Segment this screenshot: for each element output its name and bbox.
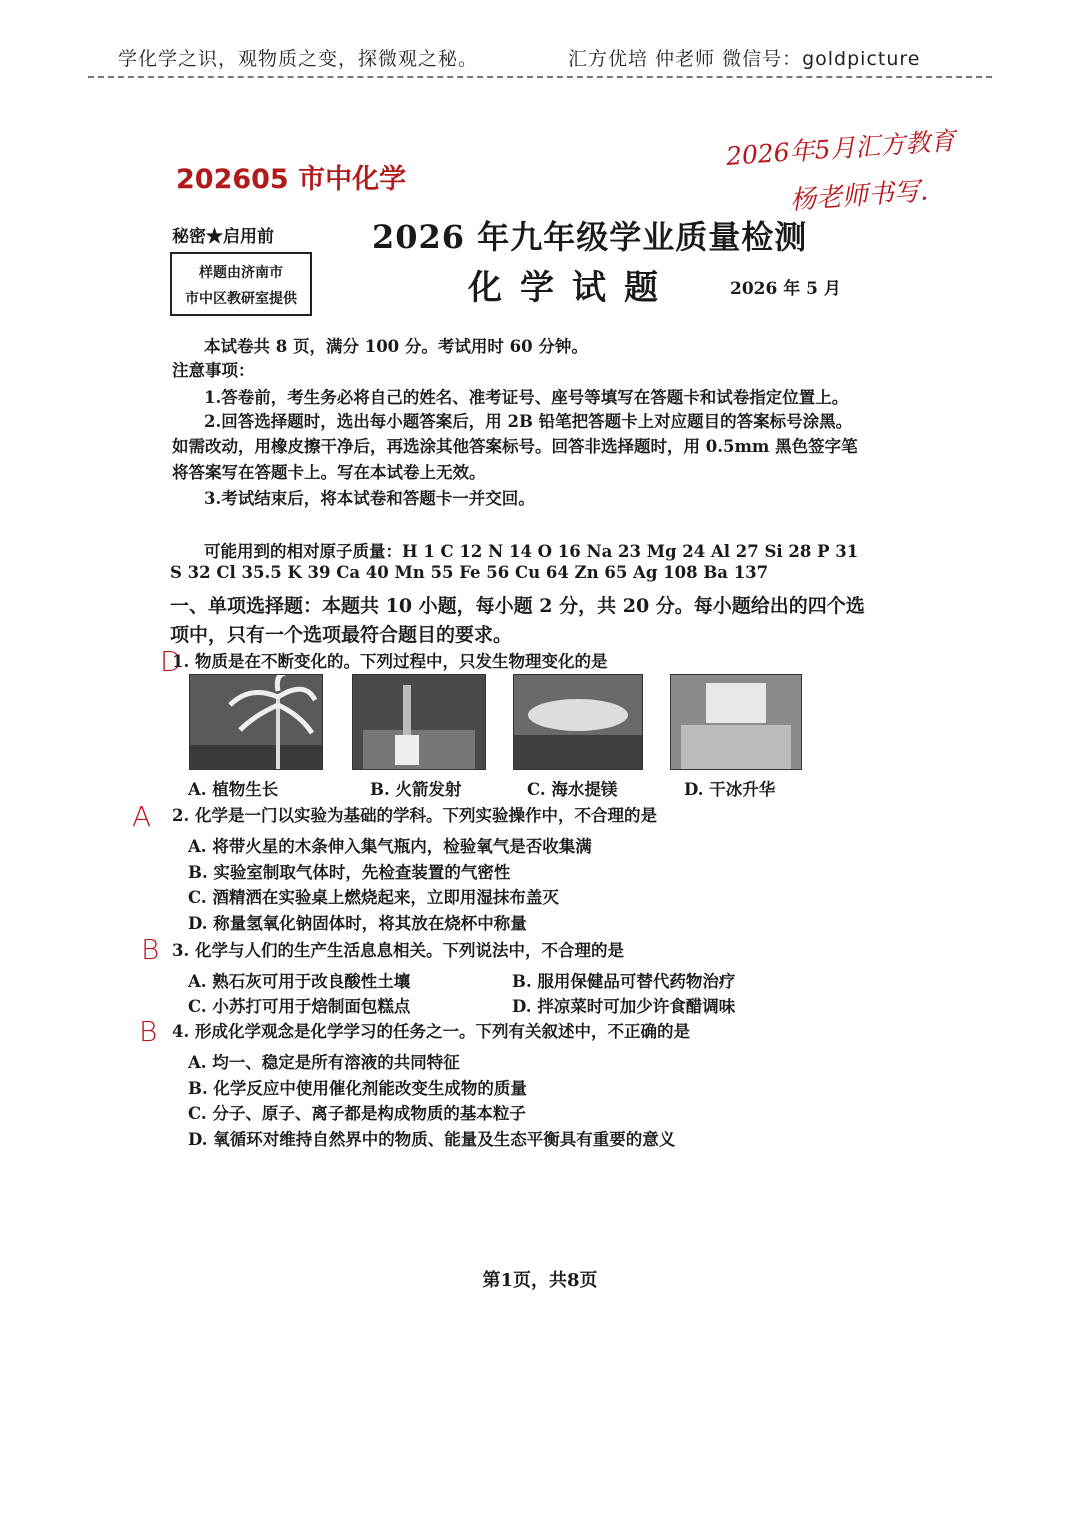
secret-label: 秘密★启用前: [172, 227, 274, 247]
question-1-stem: 1. 物质是在不断变化的。下列过程中，只发生物理变化的是: [172, 652, 608, 671]
note-item-1: 1.答卷前，考生务必将自己的姓名、准考证号、座号等填写在答题卡和试卷指定位置上。: [204, 388, 849, 407]
note-item-2-line3: 将答案写在答题卡上。写在本试卷上无效。: [172, 463, 486, 482]
sample-box-line1: 样题由济南市: [199, 265, 283, 281]
exam-code-title: 202605 市中化学: [176, 164, 407, 195]
header-right-text: 汇方优培 仲老师 微信号：goldpicture: [568, 48, 921, 70]
dry-ice-sublimation-image: [670, 674, 802, 770]
q4-option-b: B. 化学反应中使用催化剂能改变生成物的质量: [188, 1079, 527, 1098]
answer-mark-q2: A: [132, 800, 152, 833]
answer-mark-q3: B: [141, 933, 160, 966]
question-3-stem: 3. 化学与人们的生产生活息息相关。下列说法中，不合理的是: [172, 941, 624, 960]
q1-option-d: D. 干冰升华: [684, 780, 776, 799]
q3-option-a: A. 熟石灰可用于改良酸性土壤: [188, 972, 411, 991]
answer-mark-q1: D: [160, 645, 182, 678]
answer-mark-q4: B: [139, 1015, 158, 1048]
atomic-mass-line2: S 32 Cl 35.5 K 39 Ca 40 Mn 55 Fe 56 Cu 64 Zn 65 Ag 108 Ba 137: [170, 563, 769, 582]
page-footer: 第1页，共8页: [482, 1270, 598, 1291]
note-item-3: 3.考试结束后，将本试卷和答题卡一并交回。: [204, 489, 535, 508]
q1-option-c: C. 海水提镁: [527, 780, 618, 799]
q3-option-c: C. 小苏打可用于焙制面包糕点: [188, 997, 411, 1016]
note-item-2-line1: 2.回答选择题时，选出每小题答案后，用 2B 铅笔把答题卡上对应题目的答案标号涂黑。: [204, 412, 853, 431]
exam-title: 2026 年九年级学业质量检测: [372, 218, 808, 256]
q1-option-b: B. 火箭发射: [370, 780, 462, 799]
q4-option-a: A. 均一、稳定是所有溶液的共同特征: [188, 1053, 460, 1072]
intro-text: 本试卷共 8 页，满分 100 分。考试用时 60 分钟。: [204, 337, 588, 356]
section1-heading-line2: 项中，只有一个选项最符合题目的要求。: [170, 624, 513, 646]
q1-option-a: A. 植物生长: [188, 780, 279, 799]
atomic-mass-line1: 可能用到的相对原子质量：H 1 C 12 N 14 O 16 Na 23 Mg 24 Al 27 Si 28 P 31: [204, 542, 859, 561]
question-4-stem: 4. 形成化学观念是化学学习的任务之一。下列有关叙述中，不正确的是: [172, 1022, 690, 1041]
notes-heading: 注意事项：: [172, 361, 255, 380]
plant-growth-image: [189, 674, 323, 770]
sample-box-line2: 市中区教研室提供: [185, 291, 297, 307]
q3-option-d: D. 拌凉菜时可加少许食醋调味: [512, 997, 736, 1016]
sample-provider-box: [170, 252, 312, 316]
header-divider: [88, 76, 992, 78]
exam-date: 2026 年 5 月: [730, 279, 841, 299]
header-left-text: 学化学之识，观物质之变，探微观之秘。: [118, 48, 479, 70]
rocket-launch-image: [352, 674, 486, 770]
q2-option-b: B. 实验室制取气体时，先检查装置的气密性: [188, 863, 511, 882]
question-2-stem: 2. 化学是一门以实验为基础的学科。下列实验操作中，不合理的是: [172, 806, 657, 825]
note-item-2-line2: 如需改动，用橡皮擦干净后，再选涂其他答案标号。回答非选择题时，用 0.5mm 黑色签字笔: [172, 437, 858, 456]
seawater-magnesium-image: [513, 674, 643, 770]
q4-option-d: D. 氧循环对维持自然界中的物质、能量及生态平衡具有重要的意义: [188, 1130, 676, 1149]
q3-option-b: B. 服用保健品可替代药物治疗: [512, 972, 736, 991]
handwritten-note-line1: 2026年5月汇方教育: [725, 126, 957, 171]
q4-option-c: C. 分子、原子、离子都是构成物质的基本粒子: [188, 1104, 526, 1123]
handwritten-note-line2: 杨老师书写.: [789, 176, 930, 216]
q2-option-d: D. 称量氢氧化钠固体时，将其放在烧杯中称量: [188, 914, 527, 933]
q2-option-a: A. 将带火星的木条伸入集气瓶内，检验氧气是否收集满: [188, 837, 592, 856]
section1-heading-line1: 一、单项选择题：本题共 10 小题，每小题 2 分，共 20 分。每小题给出的四个选: [170, 595, 865, 617]
q2-option-c: C. 酒精洒在实验桌上燃烧起来，立即用湿抹布盖灭: [188, 888, 559, 907]
subject-title: 化学试题: [468, 268, 676, 308]
